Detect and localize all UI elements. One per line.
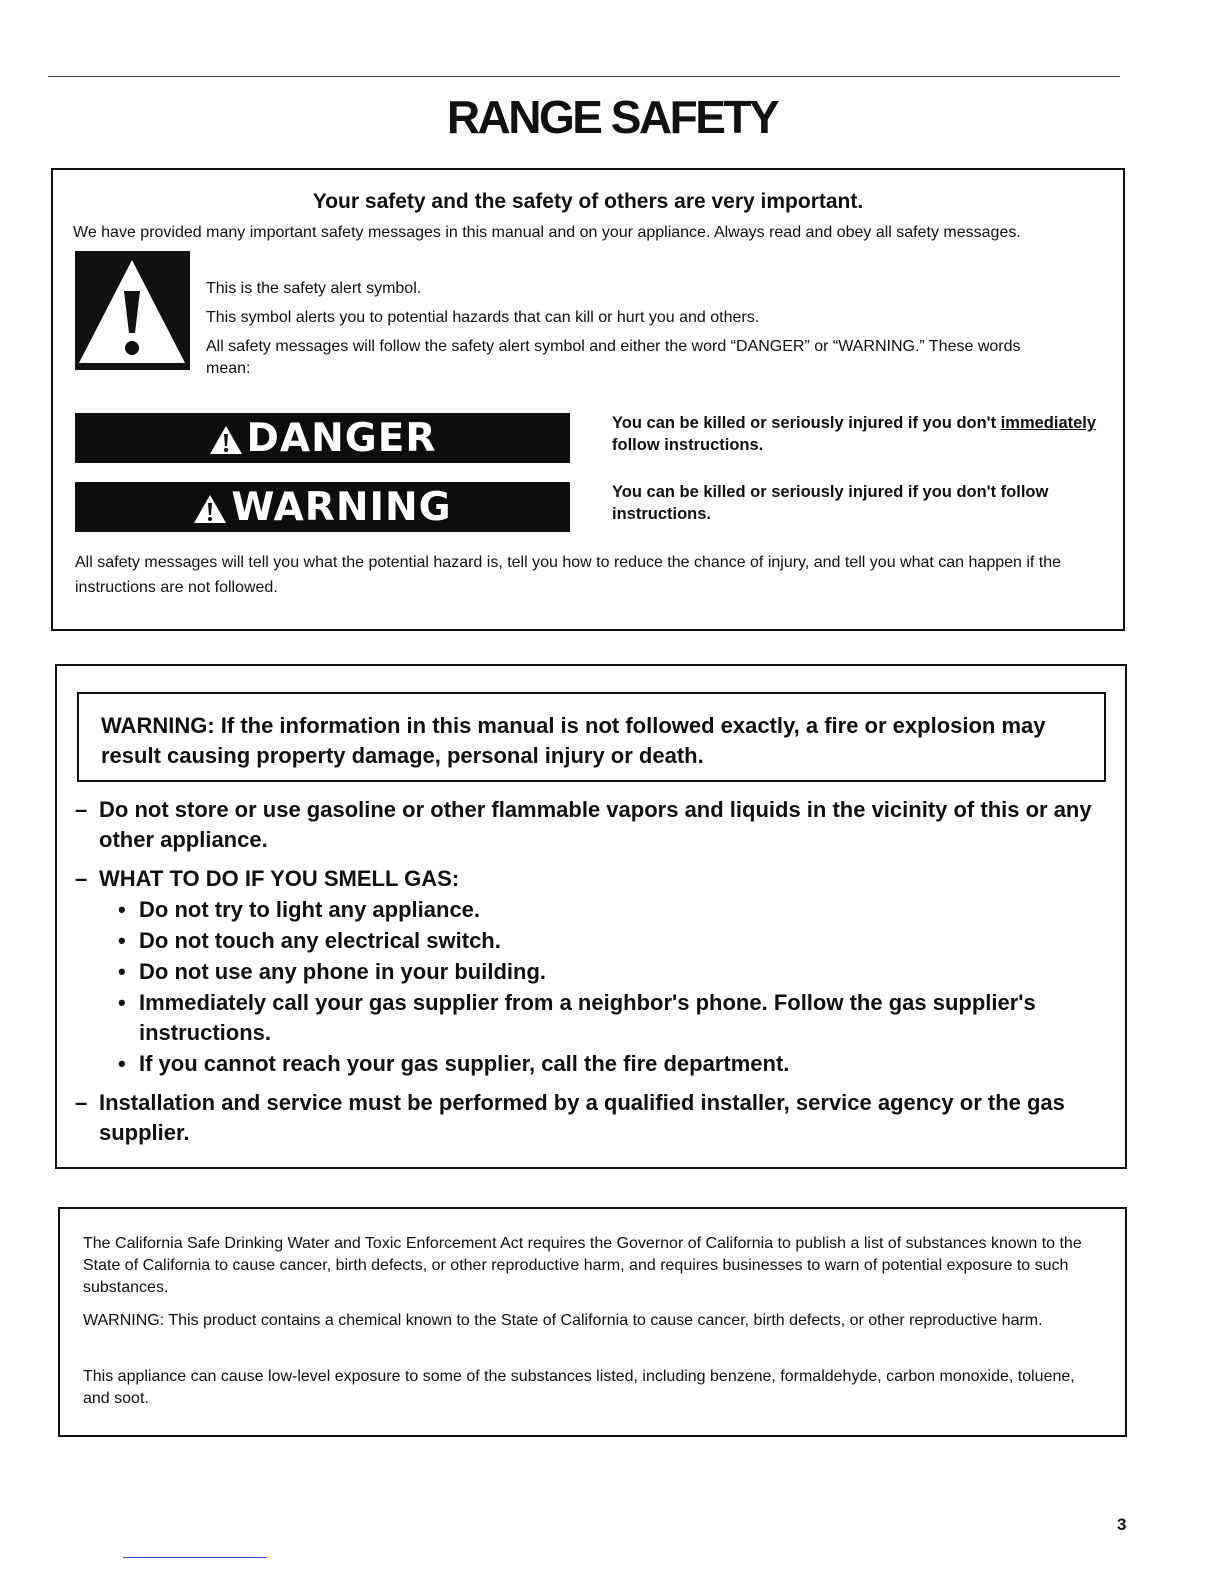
bullet-icon: • xyxy=(118,897,126,922)
smell-gas-steps xyxy=(99,895,1105,1079)
intro-closing-text: All safety messages will tell you what the potential hazard is, tell you how to reduce the chance of injury, and tell you what can happen if the instructions are not followed. xyxy=(75,554,1062,596)
intro-text: We have provided many important safety messages in this manual and on your appliance. Always read and obey all safety messages. xyxy=(73,224,1021,241)
list-item-text: Installation and service must be performed by a qualified installer, service agency or the gas supplier. xyxy=(99,1090,1065,1145)
page-title: RANGE SAFETY xyxy=(446,91,778,143)
symbol-line: This is the safety alert symbol. xyxy=(206,280,422,297)
step-text: Do not try to light any appliance. xyxy=(139,897,481,922)
prop65-section xyxy=(58,1207,1127,1437)
safety-alert-triangle-icon xyxy=(75,251,190,370)
step-item xyxy=(118,926,1105,956)
danger-text-underlined: immediately xyxy=(1000,414,1097,432)
intro-heading: Your safety and the safety of others are very important. xyxy=(312,190,864,213)
bullet-icon: • xyxy=(118,990,126,1015)
danger-signal-bar xyxy=(75,413,570,463)
step-item xyxy=(118,988,1105,1048)
step-text: If you cannot reach your gas supplier, call the fire department. xyxy=(139,1051,790,1076)
symbol-line: All safety messages will follow the safety alert symbol and either the word “DANGER” or “WARNING.” These words mean: xyxy=(206,338,1021,377)
gas-warning-section xyxy=(55,664,1127,1169)
dash-marker: – xyxy=(75,866,88,891)
list-item xyxy=(75,864,1105,1079)
step-item xyxy=(118,1049,1105,1079)
list-item-text: Do not store or use gasoline or other flammable vapors and liquids in the vicinity of this or any other appliance. xyxy=(99,797,1092,852)
step-item xyxy=(118,957,1105,987)
list-item xyxy=(75,1088,1105,1148)
dash-marker: – xyxy=(75,797,88,822)
danger-text-part: follow instructions. xyxy=(612,436,764,454)
alert-triangle-icon xyxy=(193,494,227,524)
symbol-line: This symbol alerts you to potential hazards that can kill or hurt you and others. xyxy=(206,309,760,326)
danger-definition xyxy=(612,412,1102,456)
list-item xyxy=(75,795,1105,855)
gas-warning-callout xyxy=(77,692,1106,782)
step-text: Immediately call your gas supplier from a neighbor's phone. Follow the gas supplier's instructions. xyxy=(139,990,1036,1045)
safety-intro-box xyxy=(51,168,1125,631)
step-text: Do not use any phone in your building. xyxy=(139,959,546,984)
bullet-icon: • xyxy=(118,1051,126,1076)
warning-signal-bar xyxy=(75,482,570,532)
dash-marker: – xyxy=(75,1090,88,1115)
warning-definition: You can be killed or seriously injured if you don't follow instructions. xyxy=(612,483,1049,523)
footer-rule xyxy=(123,1557,267,1558)
top-rule xyxy=(48,76,1120,77)
gas-warning-text: WARNING: If the information in this manual is not followed exactly, a fire or explosion may result causing property damage, personal injury or death. xyxy=(101,713,1046,768)
alert-triangle-icon xyxy=(209,425,243,455)
warning-label: WARNING xyxy=(231,484,452,530)
symbol-explanation xyxy=(206,278,1026,380)
list-item-text: WHAT TO DO IF YOU SMELL GAS: xyxy=(99,866,460,891)
step-text: Do not touch any electrical switch. xyxy=(139,928,501,953)
step-item xyxy=(118,895,1105,925)
danger-label: DANGER xyxy=(246,415,437,461)
prop65-paragraph: The California Safe Drinking Water and Toxic Enforcement Act requires the Governor of California to publish a list of substances known to the State of California to cause cancer, birth defects, or other reproductive harm, and requires businesses to warn of potential exposure to such substances. xyxy=(83,1235,1082,1296)
prop65-exposure: This appliance can cause low-level exposure to some of the substances listed, including benzene, formaldehyde, carbon monoxide, toluene, and soot. xyxy=(83,1368,1075,1407)
danger-text-part: You can be killed or seriously injured if you don't xyxy=(612,414,1001,432)
gas-instructions-list xyxy=(75,795,1105,1157)
prop65-warning: WARNING: This product contains a chemical known to the State of California to cause cancer, birth defects, or other reproductive harm. xyxy=(83,1312,1043,1329)
bullet-icon: • xyxy=(118,928,126,953)
page-number: 3 xyxy=(1117,1515,1127,1534)
bullet-icon: • xyxy=(118,959,126,984)
